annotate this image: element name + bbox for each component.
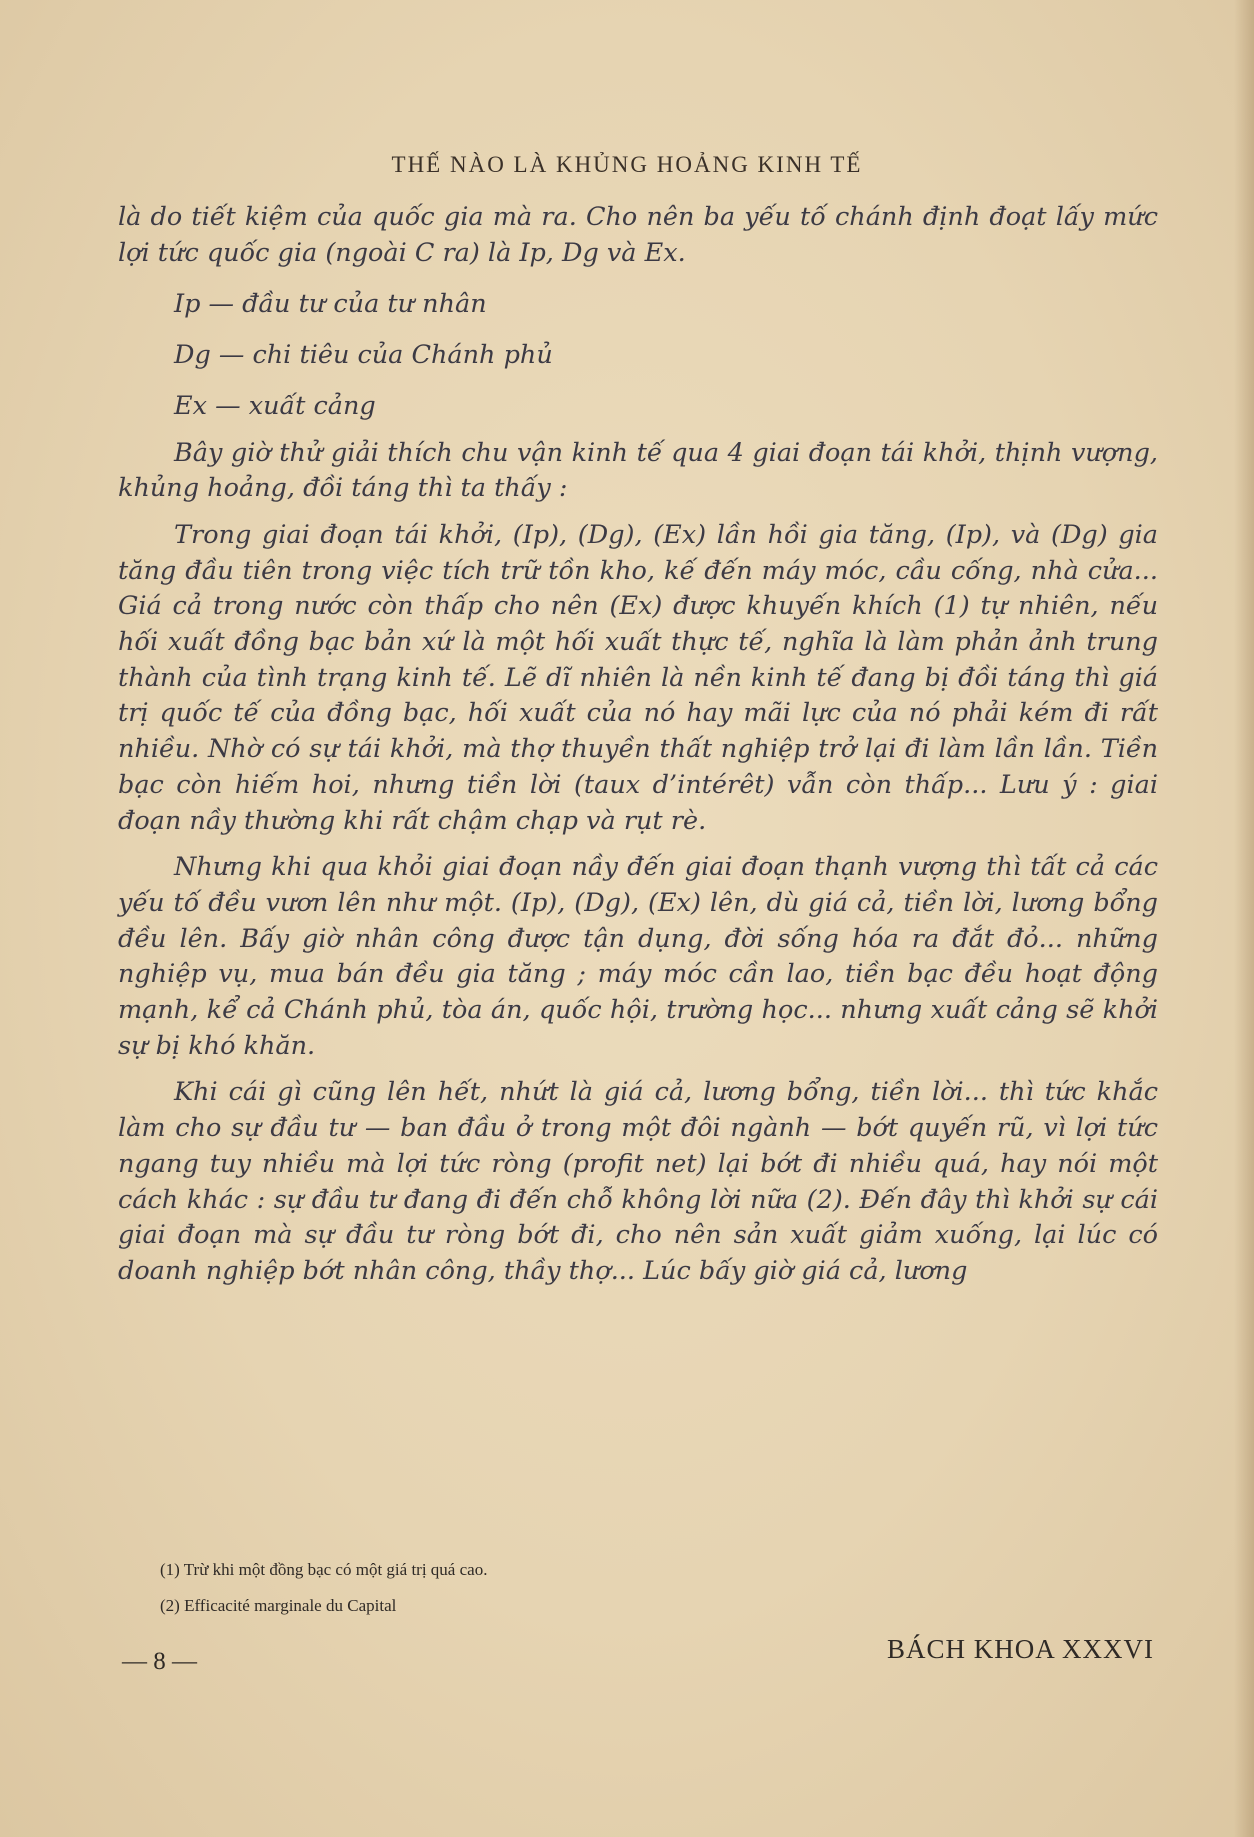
- article-body: [118, 200, 1158, 1290]
- paragraph-prosperity: Nhưng khi qua khỏi giai đoạn nầy đến giai đoạn thạnh vượng thì tất cả các yếu tố đều vươn lên như một. (Ip), (Dg), (Ex) lên, dù giá cả, tiền lời, lương bổng đều lên. Bấy giờ nhân công được tận dụng, đời sống hóa ra đắt đỏ... những nghiệp vụ, mua bán đều gia tăng ; máy móc cần lao, tiền bạc đều hoạt động mạnh, kể cả Chánh phủ, tòa án, quốc hội, trường học... nhưng xuất cảng sẽ khởi sự bị khó khăn.: [118, 852, 1158, 1061]
- running-title: THẾ NÀO LÀ KHỦNG HOẢNG KINH TẾ: [391, 152, 863, 177]
- page-number: — 8 —: [122, 1648, 197, 1675]
- journal-name: BÁCH KHOA XXXVI: [886, 1634, 1154, 1664]
- paragraph-continuation: là do tiết kiệm của quốc gia mà ra. Cho nên ba yếu tố chánh định đoạt lấy mức lợi tức quốc gia (ngoài C ra) là Ip, Dg và Ex.: [118, 202, 1158, 268]
- paragraph-intro-phases: Bây giờ thử giải thích chu vận kinh tế qua 4 giai đoạn tái khởi, thịnh vượng, khủng hoảng, đồi táng thì ta thấy :: [118, 437, 1158, 504]
- footnote-1: (1) Trừ khi một đồng bạc có một giá trị quá cao.: [160, 1560, 488, 1579]
- paragraph-recovery: Trong giai đoạn tái khởi, (Ip), (Dg), (Ex) lần hồi gia tăng, (Ip), và (Dg) gia tăng đầu tiên trong việc tích trữ tồn kho, kế đến máy móc, cầu cống, nhà cửa... Giá cả trong nước còn thấp cho nên (Ex) được khuyến khích (1) tự nhiên, nếu hối xuất đồng bạc bản xứ là một hối xuất thực tế, nghĩa là làm phản ảnh trung thành của tình trạng kinh tế. Lẽ dĩ nhiên là nền kinh tế đang bị đồi táng thì giá trị quốc tế của đồng bạc, hối xuất của nó hay mãi lực của nó phải kém đi rất nhiều. Nhờ có sự tái khởi, mà thợ thuyền thất nghiệp trở lại đi làm lần lần. Tiền bạc còn hiếm hoi, nhưng tiền lời (taux d’intérêt) vẫn còn thấp... Lưu ý : giai đoạn nầy thường khi rất chậm chạp và rụt rè.: [118, 519, 1158, 836]
- footnotes: [160, 1552, 1060, 1624]
- definition-ex: Ex — xuất cảng: [174, 390, 376, 421]
- footnote-2: (2) Efficacité marginale du Capital: [160, 1596, 397, 1615]
- paragraph-crisis: Khi cái gì cũng lên hết, nhứt là giá cả, lương bổng, tiền lời... thì tức khắc làm cho sự đầu tư — ban đầu ở trong một đôi ngành — bớt quyến rũ, vì lợi tức ngang tuy nhiều mà lợi tức ròng (profit net) lại bớt đi nhiều quá, hay nói một cách khác : sự đầu tư đang đi đến chỗ không lời nữa (2). Đến đây thì khởi sự cái giai đoạn mà sự đầu tư ròng bớt đi, cho nên sản xuất giảm xuống, lại lúc có doanh nghiệp bớt nhân công, thầy thợ... Lúc bấy giờ giá cả, lương: [118, 1077, 1158, 1286]
- definition-dg: Dg — chi tiêu của Chánh phủ: [174, 340, 553, 371]
- definition-ip: Ip — đầu tư của tư nhân: [174, 289, 487, 320]
